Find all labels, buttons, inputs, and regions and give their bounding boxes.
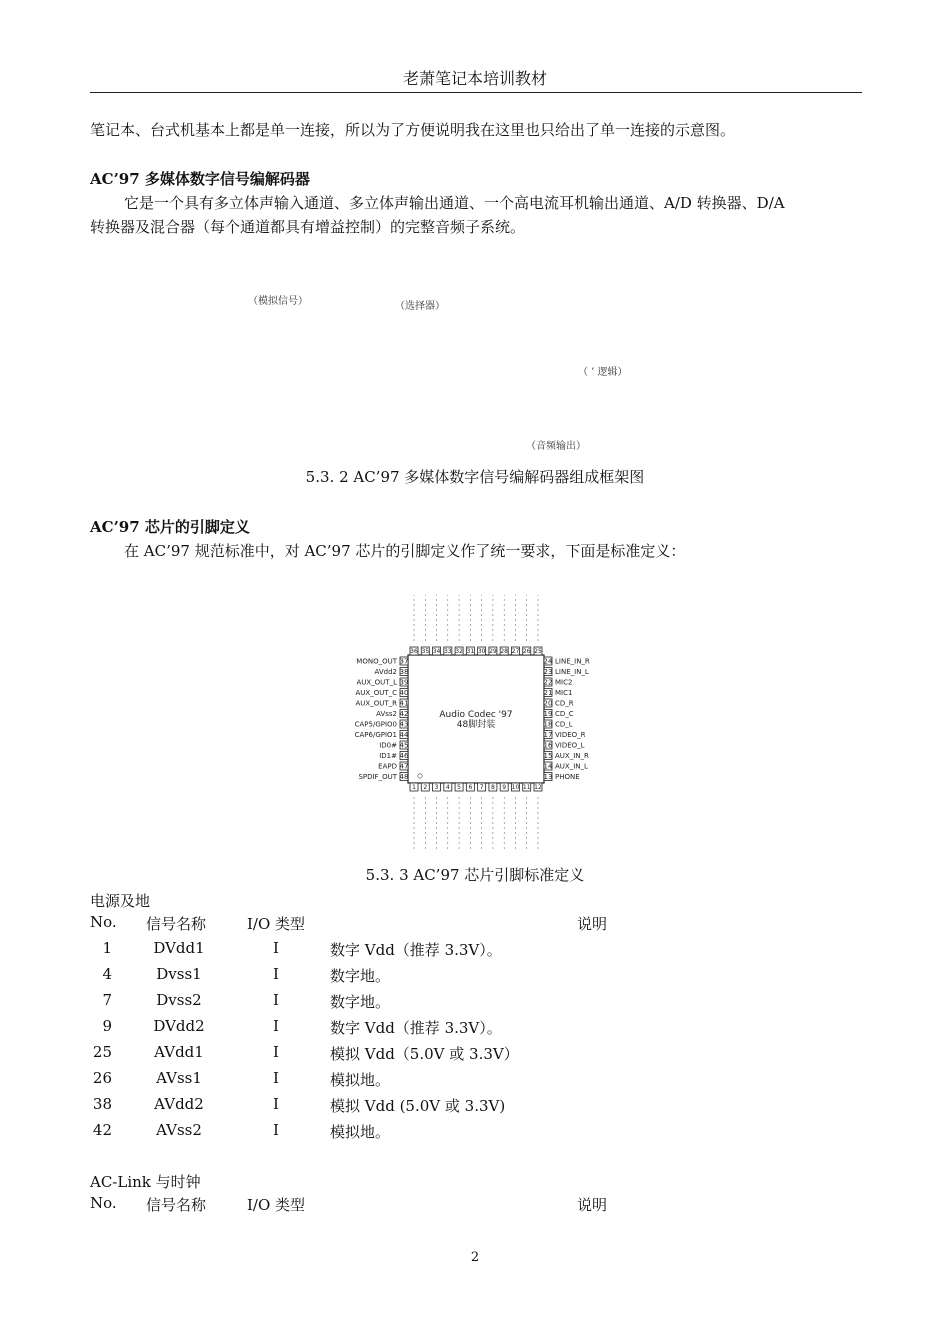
label-analog-signal: （模拟信号） bbox=[248, 296, 308, 307]
cell-no: 42 bbox=[92, 1121, 112, 1139]
pin-number: 1 bbox=[412, 784, 416, 791]
label-selector: （选择器） bbox=[395, 301, 445, 312]
pin-number: 18 bbox=[543, 720, 553, 729]
pin-number: 16 bbox=[543, 741, 553, 750]
pin-number: 28 bbox=[500, 648, 509, 655]
cell-signal-name: AVss1 bbox=[156, 1069, 202, 1087]
pin-label: AUX_OUT_L bbox=[356, 678, 397, 687]
pin-label: AUX_OUT_R bbox=[355, 699, 397, 708]
pin-number: 22 bbox=[543, 678, 553, 687]
pin-label: CAP6/GPIO1 bbox=[354, 731, 397, 739]
aclink-section-title: AC-Link 与时钟 bbox=[90, 1173, 201, 1191]
pin-number: 40 bbox=[399, 689, 409, 697]
cell-signal-name: DVdd2 bbox=[153, 1017, 205, 1035]
cell-io-type: I bbox=[273, 1017, 279, 1035]
pin-number: 14 bbox=[543, 762, 553, 771]
pin-number: 41 bbox=[399, 699, 409, 708]
header-rule bbox=[90, 92, 862, 93]
pin-label: AUX_IN_R bbox=[555, 752, 589, 760]
pin-label: LINE_IN_R bbox=[555, 657, 590, 666]
cell-description: 数字地。 bbox=[330, 967, 391, 985]
cell-no: 9 bbox=[102, 1017, 112, 1035]
pin-number: 27 bbox=[511, 648, 520, 655]
cell-no: 1 bbox=[102, 939, 112, 957]
pin-number: 37 bbox=[399, 657, 409, 666]
cell-signal-name: Dvss2 bbox=[156, 991, 202, 1009]
pin-label: VIDEO_L bbox=[555, 741, 585, 750]
cell-io-type: I bbox=[273, 991, 279, 1009]
pin-label: CD_C bbox=[555, 710, 574, 718]
pin-number: 20 bbox=[543, 699, 553, 708]
pin-number: 47 bbox=[399, 762, 409, 771]
cell-io-type: I bbox=[273, 939, 279, 957]
label-logic: （ ’ 逻辑） bbox=[578, 367, 628, 378]
section-title-pins: AC’97 芯片的引脚定义 bbox=[90, 518, 250, 536]
cell-description: 模拟 Vdd (5.0V 或 3.3V) bbox=[330, 1097, 506, 1115]
chip-package: 48脚封装 bbox=[456, 720, 496, 730]
pin-label: CAP5/GPIO0 bbox=[354, 720, 397, 729]
pin-number: 17 bbox=[543, 731, 553, 739]
cell-no: 4 bbox=[102, 965, 112, 983]
page-header: 老萧笔记本培训教材 bbox=[402, 69, 547, 88]
chip-title: Audio Codec '97 bbox=[439, 710, 513, 720]
cell-signal-name: AVss2 bbox=[156, 1121, 202, 1139]
cell-io-type: I bbox=[273, 965, 279, 983]
pin-number: 19 bbox=[543, 710, 553, 718]
label-audio-output: （音频输出） bbox=[526, 441, 586, 452]
pin-number: 26 bbox=[522, 648, 531, 655]
cell-io-type: I bbox=[273, 1095, 279, 1113]
pin-label: CD_R bbox=[555, 699, 574, 708]
pin-number: 8 bbox=[490, 784, 495, 791]
codec-paragraph-line1: 它是一个具有多立体声输入通道、多立体声输出通道、一个高电流耳机输出通道、A/D 转换器、D/A bbox=[124, 194, 785, 212]
aclink-header-description: 说明 bbox=[577, 1196, 608, 1214]
pin-number: 15 bbox=[543, 752, 553, 760]
pin-label: MIC1 bbox=[555, 689, 573, 697]
cell-io-type: I bbox=[273, 1121, 279, 1139]
pin-number: 24 bbox=[543, 657, 553, 666]
pin-number: 6 bbox=[468, 784, 473, 791]
pin-label: VIDEO_R bbox=[555, 731, 586, 739]
pin-number: 12 bbox=[534, 784, 542, 791]
figure1-caption: 5.3. 2 AC’97 多媒体数字信号编解码器组成框架图 bbox=[305, 468, 645, 486]
aclink-table bbox=[90, 1194, 862, 1218]
pin-number: 46 bbox=[399, 752, 409, 760]
aclink-header-io-type: I/O 类型 bbox=[247, 1196, 306, 1214]
section-title-codec: AC’97 多媒体数字信号编解码器 bbox=[90, 170, 310, 188]
pin-number: 13 bbox=[543, 773, 553, 781]
cell-description: 数字地。 bbox=[330, 993, 391, 1011]
codec-paragraph-line2: 转换器及混合器（每个通道都具有增益控制）的完整音频子系统。 bbox=[90, 218, 526, 236]
pin-number: 3 bbox=[434, 784, 439, 791]
pin-label: AUX_IN_L bbox=[555, 762, 588, 771]
intro-paragraph: 笔记本、台式机基本上都是单一连接，所以为了方便说明我在这里也只给出了单一连接的示意图。 bbox=[90, 121, 736, 139]
cell-description: 模拟地。 bbox=[330, 1071, 391, 1089]
pin-label: PHONE bbox=[555, 773, 580, 781]
header-description: 说明 bbox=[577, 915, 608, 933]
pin-number: 38 bbox=[399, 668, 409, 676]
cell-description: 模拟 Vdd（5.0V 或 3.3V） bbox=[330, 1045, 519, 1063]
aclink-header-no: No. bbox=[90, 1194, 117, 1212]
cell-io-type: I bbox=[273, 1043, 279, 1061]
cell-io-type: I bbox=[273, 1069, 279, 1087]
pin-label: ID1# bbox=[379, 752, 397, 760]
pin-number: 36 bbox=[410, 648, 418, 655]
pin-label: AUX_OUT_C bbox=[355, 689, 397, 697]
cell-description: 数字 Vdd（推荐 3.3V）。 bbox=[330, 1019, 502, 1037]
pin-label: EAPD bbox=[378, 762, 397, 771]
pin-number: 10 bbox=[511, 784, 520, 791]
pin-number: 4 bbox=[445, 784, 450, 791]
pin-number: 45 bbox=[399, 741, 409, 750]
pin-number: 30 bbox=[477, 648, 486, 655]
pin-label: AVdd2 bbox=[374, 668, 397, 676]
pin-number: 25 bbox=[534, 648, 542, 655]
cell-no: 38 bbox=[92, 1095, 112, 1113]
figure2-caption: 5.3. 3 AC’97 芯片引脚标准定义 bbox=[365, 866, 585, 884]
power-table bbox=[90, 913, 862, 1143]
cell-signal-name: Dvss1 bbox=[156, 965, 202, 983]
power-section-title: 电源及地 bbox=[90, 892, 151, 910]
pin-number: 44 bbox=[399, 731, 409, 739]
cell-description: 数字 Vdd（推荐 3.3V）。 bbox=[330, 941, 502, 959]
pin-label: MONO_OUT bbox=[356, 657, 397, 666]
pin-number: 42 bbox=[399, 710, 409, 718]
page-number: 2 bbox=[470, 1250, 480, 1265]
cell-description: 模拟地。 bbox=[330, 1123, 391, 1141]
pin-number: 11 bbox=[522, 784, 531, 791]
pin-label: CD_L bbox=[555, 720, 573, 729]
pin-number: 2 bbox=[423, 784, 428, 791]
pin-number: 31 bbox=[466, 648, 475, 655]
header-signal-name: 信号名称 bbox=[146, 915, 207, 933]
pin-number: 29 bbox=[489, 648, 497, 655]
pin-label: ID0# bbox=[379, 741, 397, 750]
aclink-header-signal-name: 信号名称 bbox=[146, 1196, 207, 1214]
pin-number: 23 bbox=[543, 668, 553, 676]
cell-no: 7 bbox=[102, 991, 112, 1009]
cell-signal-name: AVdd1 bbox=[154, 1043, 204, 1061]
pin-number: 9 bbox=[502, 784, 507, 791]
pin-label: SPDIF_OUT bbox=[358, 773, 397, 781]
pin-number: 5 bbox=[457, 784, 462, 791]
pin-number: 48 bbox=[399, 773, 409, 781]
pin-label: MIC2 bbox=[555, 678, 573, 687]
pin-label: AVss2 bbox=[376, 710, 397, 718]
pin-number: 32 bbox=[455, 648, 463, 655]
cell-signal-name: AVdd2 bbox=[154, 1095, 204, 1113]
pin-number: 39 bbox=[399, 678, 409, 687]
header-no: No. bbox=[90, 913, 117, 931]
cell-no: 25 bbox=[92, 1043, 112, 1061]
pin-number: 33 bbox=[443, 648, 452, 655]
pin-number: 7 bbox=[479, 784, 484, 791]
pin-number: 21 bbox=[543, 689, 553, 697]
pin-number: 43 bbox=[399, 720, 409, 729]
chip-pinout-diagram bbox=[340, 585, 610, 860]
pin-number: 35 bbox=[421, 648, 430, 655]
cell-signal-name: DVdd1 bbox=[153, 939, 205, 957]
pin-label: LINE_IN_L bbox=[555, 668, 589, 676]
cell-no: 26 bbox=[92, 1069, 112, 1087]
header-io-type: I/O 类型 bbox=[247, 915, 306, 933]
pin-number: 34 bbox=[432, 648, 441, 655]
pins-paragraph: 在 AC’97 规范标准中，对 AC’97 芯片的引脚定义作了统一要求，下面是标准定义： bbox=[124, 542, 686, 560]
